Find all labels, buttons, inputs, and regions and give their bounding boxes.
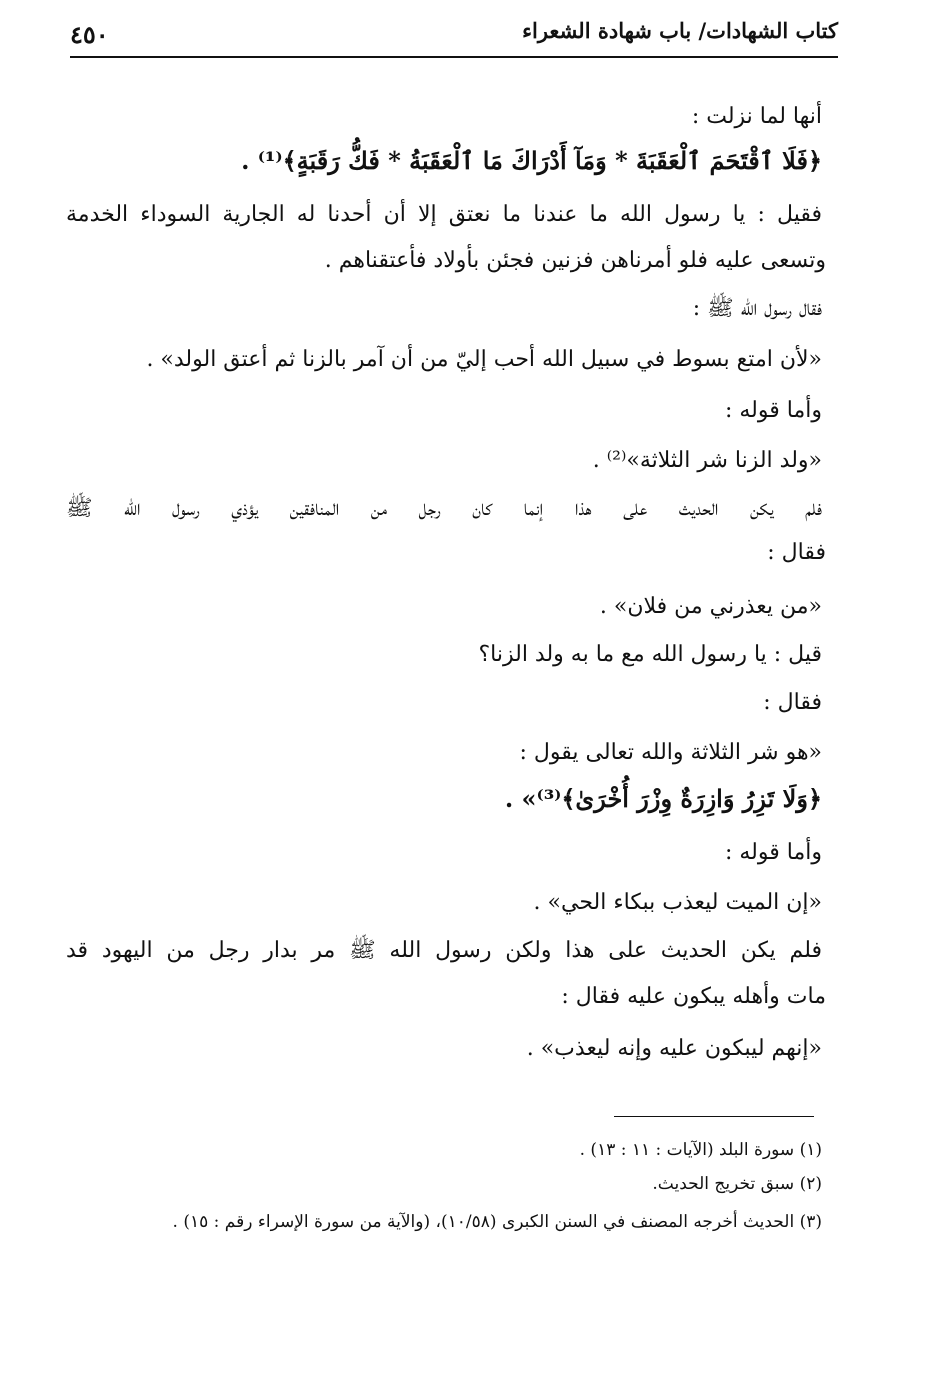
- hadith-quote: «إنهم ليبكون عليه وإنه ليعذب» .: [526, 1036, 822, 1061]
- quran-verse: ﴿وَلَا تَزِرُ وَازِرَةٌ وِزْرَ أُخْرَىٰ﴾⁽³⁾» .: [504, 784, 822, 813]
- body-line: وتسعى عليه فلو أمرناهن فزنين فجئن بأولاد فأعتقناهم .: [324, 248, 826, 273]
- body-line: فقال رسول الله ﷺ :: [692, 296, 822, 321]
- hadith-quote: «من يعذرني من فلان» .: [599, 594, 822, 619]
- running-title: كتاب الشهادات/ باب شهادة الشعراء: [522, 18, 838, 43]
- body-line: فلم يكن الحديث على هذا إنما كان رجل من المنافقين يؤذي رسول الله ﷺ: [66, 496, 822, 521]
- body-line: مات وأهله يبكون عليه فقال :: [561, 984, 826, 1009]
- hadith-quote: «ولد الزنا شر الثلاثة»⁽²⁾ .: [592, 448, 822, 473]
- body-line: فقيل : يا رسول الله ما عندنا ما نعتق إلا أن أحدنا له الجارية السوداء الخدمة: [66, 202, 822, 227]
- page-header: [70, 14, 838, 58]
- body-line: وأما قوله :: [724, 840, 822, 865]
- footnote: (٢) سبق تخريج الحديث.: [652, 1174, 822, 1194]
- body-line: أنها لما نزلت :: [691, 104, 822, 129]
- body-line: فقال :: [767, 540, 826, 565]
- body-line: فقال :: [763, 690, 822, 715]
- footnote-separator: [614, 1116, 814, 1117]
- body-line: فلم يكن الحديث على هذا ولكن رسول الله ﷺ مر بدار رجل من اليهود قد: [66, 938, 822, 963]
- hadith-quote: «إن الميت ليعذب ببكاء الحي» .: [533, 890, 822, 915]
- hadith-quote: «لأن امتع بسوط في سبيل الله أحب إليّ من أن آمر بالزنا ثم أعتق الولد» .: [146, 347, 822, 372]
- page-number: ٤٥٠: [70, 20, 109, 49]
- footnote: (٣) الحديث أخرجه المصنف في السنن الكبرى (١٠/٥٨)، (والآية من سورة الإسراء رقم : ١٥) .: [172, 1212, 822, 1232]
- quran-verse: ﴿فَلَا ٱقْتَحَمَ ٱلْعَقَبَةَ * وَمَآ أَدْرَاكَ مَا ٱلْعَقَبَةُ * فَكُّ رَقَبَةٍ﴾⁽¹⁾ .: [241, 146, 822, 175]
- hadith-quote: «هو شر الثلاثة والله تعالى يقول :: [519, 740, 822, 765]
- body-line: وأما قوله :: [724, 398, 822, 423]
- footnote: (١) سورة البلد (الآيات : ١١ : ١٣) .: [579, 1140, 822, 1160]
- body-line: قيل : يا رسول الله مع ما به ولد الزنا؟: [478, 642, 822, 667]
